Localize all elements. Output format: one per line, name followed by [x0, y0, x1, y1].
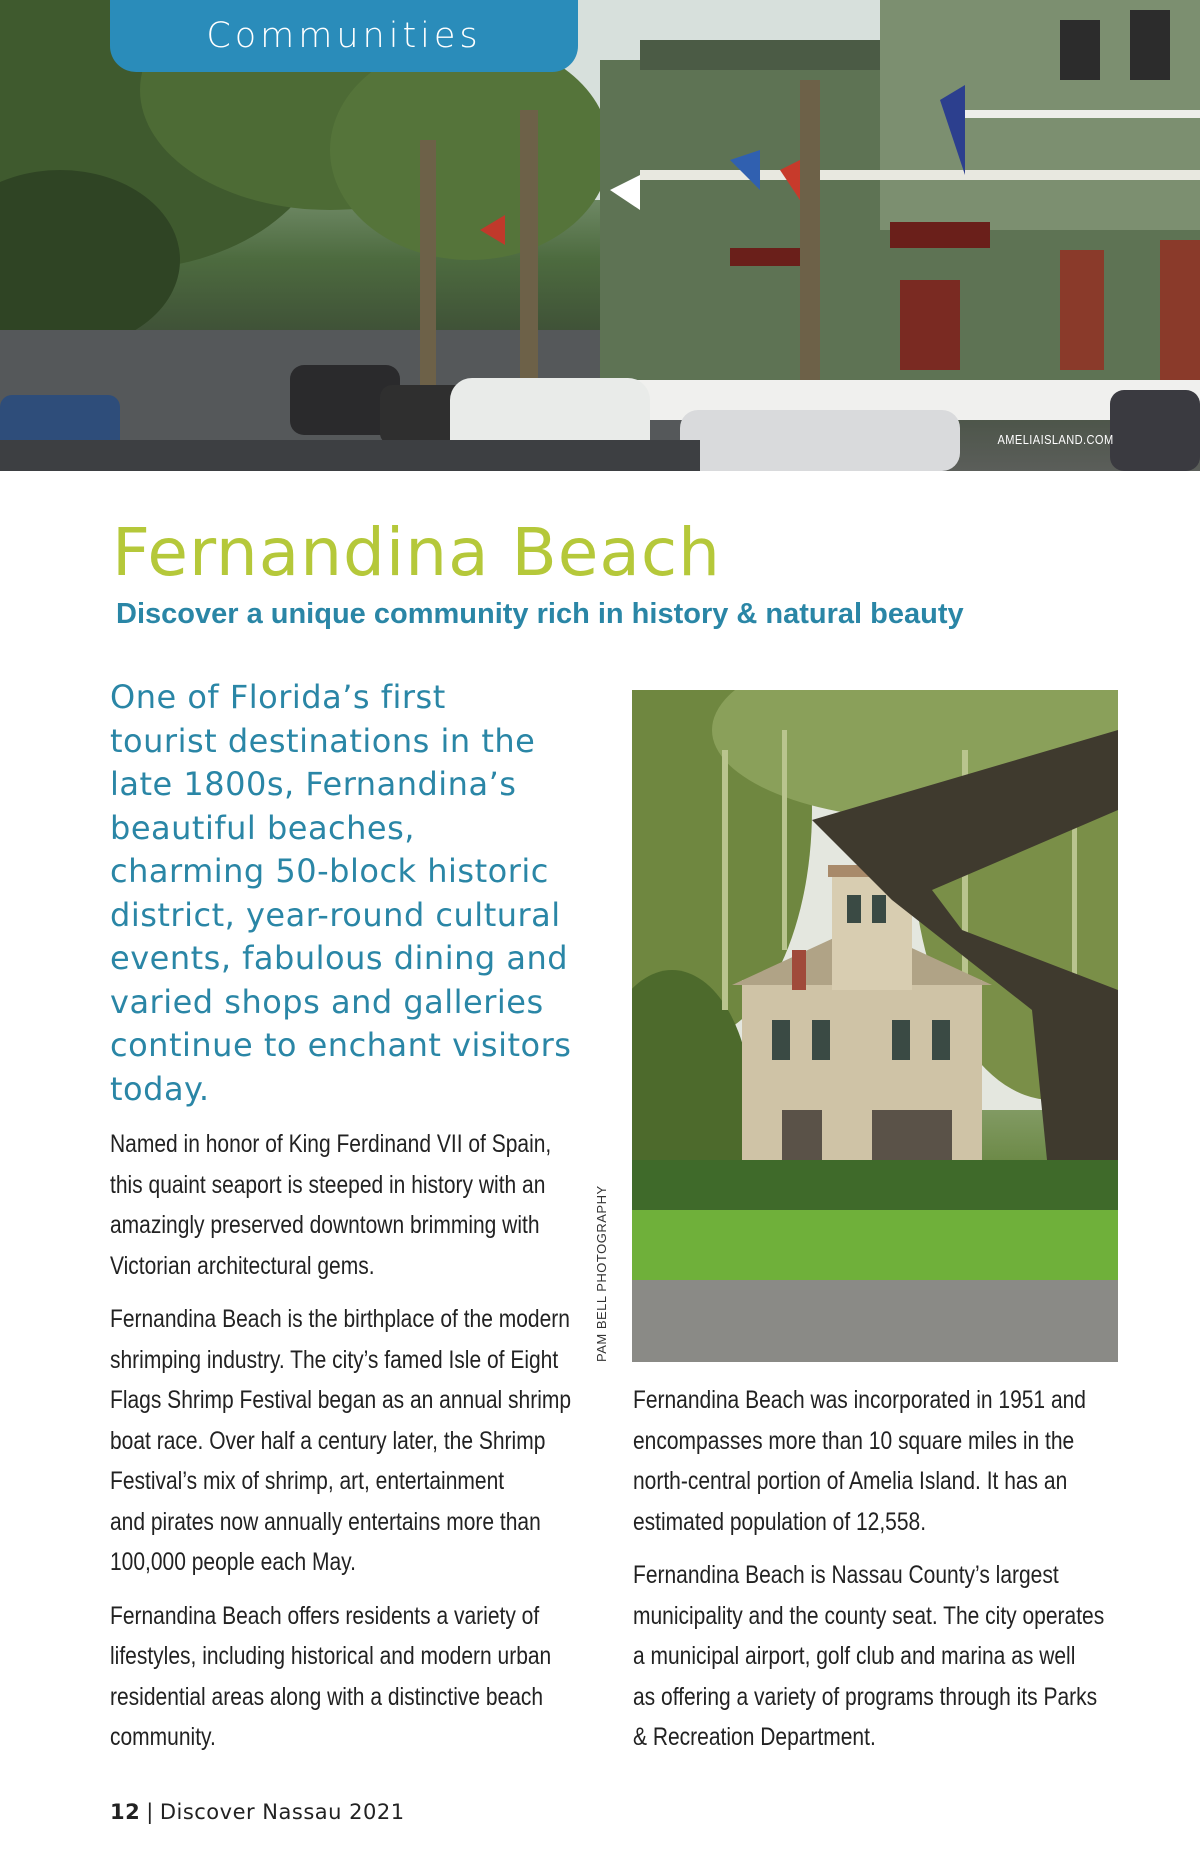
- body-paragraph: [110, 1299, 610, 1583]
- body-line: north-central portion of Amelia Island. It has an: [633, 1467, 1068, 1495]
- body-line: encompasses more than 10 square miles in the: [633, 1426, 1075, 1455]
- body-line: Victorian architectural gems.: [110, 1251, 375, 1280]
- lead-line: One of Florida’s first: [110, 678, 446, 716]
- lead-line: today.: [110, 1069, 210, 1108]
- lead-line: varied shops and galleries: [110, 982, 544, 1021]
- body-line: boat race. Over half a century later, the Shrimp: [110, 1426, 546, 1455]
- body-line: Flags Shrimp Festival began as an annual shrimp: [110, 1386, 572, 1414]
- body-line: 100,000 people each May.: [110, 1548, 356, 1576]
- body-paragraph: [633, 1555, 1133, 1758]
- mansion-photo: [632, 690, 1118, 1362]
- body-line: residential areas along with a distinctive beach: [110, 1682, 544, 1711]
- body-line: Fernandina Beach is the birthplace of the modern: [110, 1305, 570, 1333]
- left-column: [110, 1124, 610, 1771]
- hero-street-photo: [0, 0, 1200, 471]
- right-column: [633, 1380, 1133, 1771]
- lead-line: charming 50-block historic: [110, 852, 549, 890]
- body-paragraph: [633, 1380, 1133, 1542]
- lead-line: beautiful beaches,: [110, 808, 415, 847]
- publication-name: Discover Nassau 2021: [159, 1800, 405, 1824]
- page-footer: [110, 1800, 405, 1824]
- lead-line: late 1800s, Fernandina’s: [110, 765, 517, 803]
- body-line: this quaint seaport is steeped in history with an: [110, 1170, 546, 1199]
- lead-paragraph: [110, 676, 610, 1111]
- body-line: Fernandina Beach was incorporated in 1951 and: [633, 1386, 1086, 1414]
- footer-separator: |: [146, 1800, 154, 1824]
- section-tab: Communities: [110, 0, 578, 72]
- page-number: 12: [110, 1800, 141, 1824]
- body-line: and pirates now annually entertains more than: [110, 1507, 541, 1536]
- body-line: & Recreation Department.: [633, 1723, 876, 1751]
- lead-line: events, fabulous dining and: [110, 939, 569, 977]
- body-line: community.: [110, 1723, 216, 1751]
- body-line: a municipal airport, golf club and marina as well: [633, 1642, 1076, 1670]
- body-line: Named in honor of King Ferdinand VII of Spain,: [110, 1130, 552, 1158]
- body-line: estimated population of 12,558.: [633, 1507, 927, 1536]
- body-line: shrimping industry. The city’s famed Isle of Eight: [110, 1345, 559, 1374]
- body-line: Fernandina Beach offers residents a variety of: [110, 1601, 540, 1630]
- lead-line: district, year-round cultural: [110, 895, 561, 934]
- inline-photo-credit: PAM BELL PHOTOGRAPHY: [594, 1185, 609, 1362]
- lead-line: continue to enchant visitors: [110, 1026, 572, 1064]
- body-line: as offering a variety of programs through its Parks: [633, 1682, 1098, 1711]
- body-line: Festival’s mix of shrimp, art, entertainment: [110, 1467, 505, 1495]
- body-line: municipality and the county seat. The city operates: [633, 1601, 1105, 1630]
- article-subtitle: Discover a unique community rich in history & natural beauty: [116, 598, 964, 630]
- body-line: amazingly preserved downtown brimming with: [110, 1211, 540, 1239]
- body-line: Fernandina Beach is Nassau County’s largest: [633, 1561, 1059, 1589]
- article-title: Fernandina Beach: [112, 514, 721, 591]
- lead-line: tourist destinations in the: [110, 721, 536, 760]
- body-paragraph: [110, 1596, 610, 1758]
- victorian-mansion-illustration: [632, 690, 1118, 1362]
- body-paragraph: [110, 1124, 610, 1286]
- hero-photo-credit: AMELIAISLAND.COM: [997, 432, 1114, 447]
- body-line: lifestyles, including historical and modern urban: [110, 1642, 552, 1670]
